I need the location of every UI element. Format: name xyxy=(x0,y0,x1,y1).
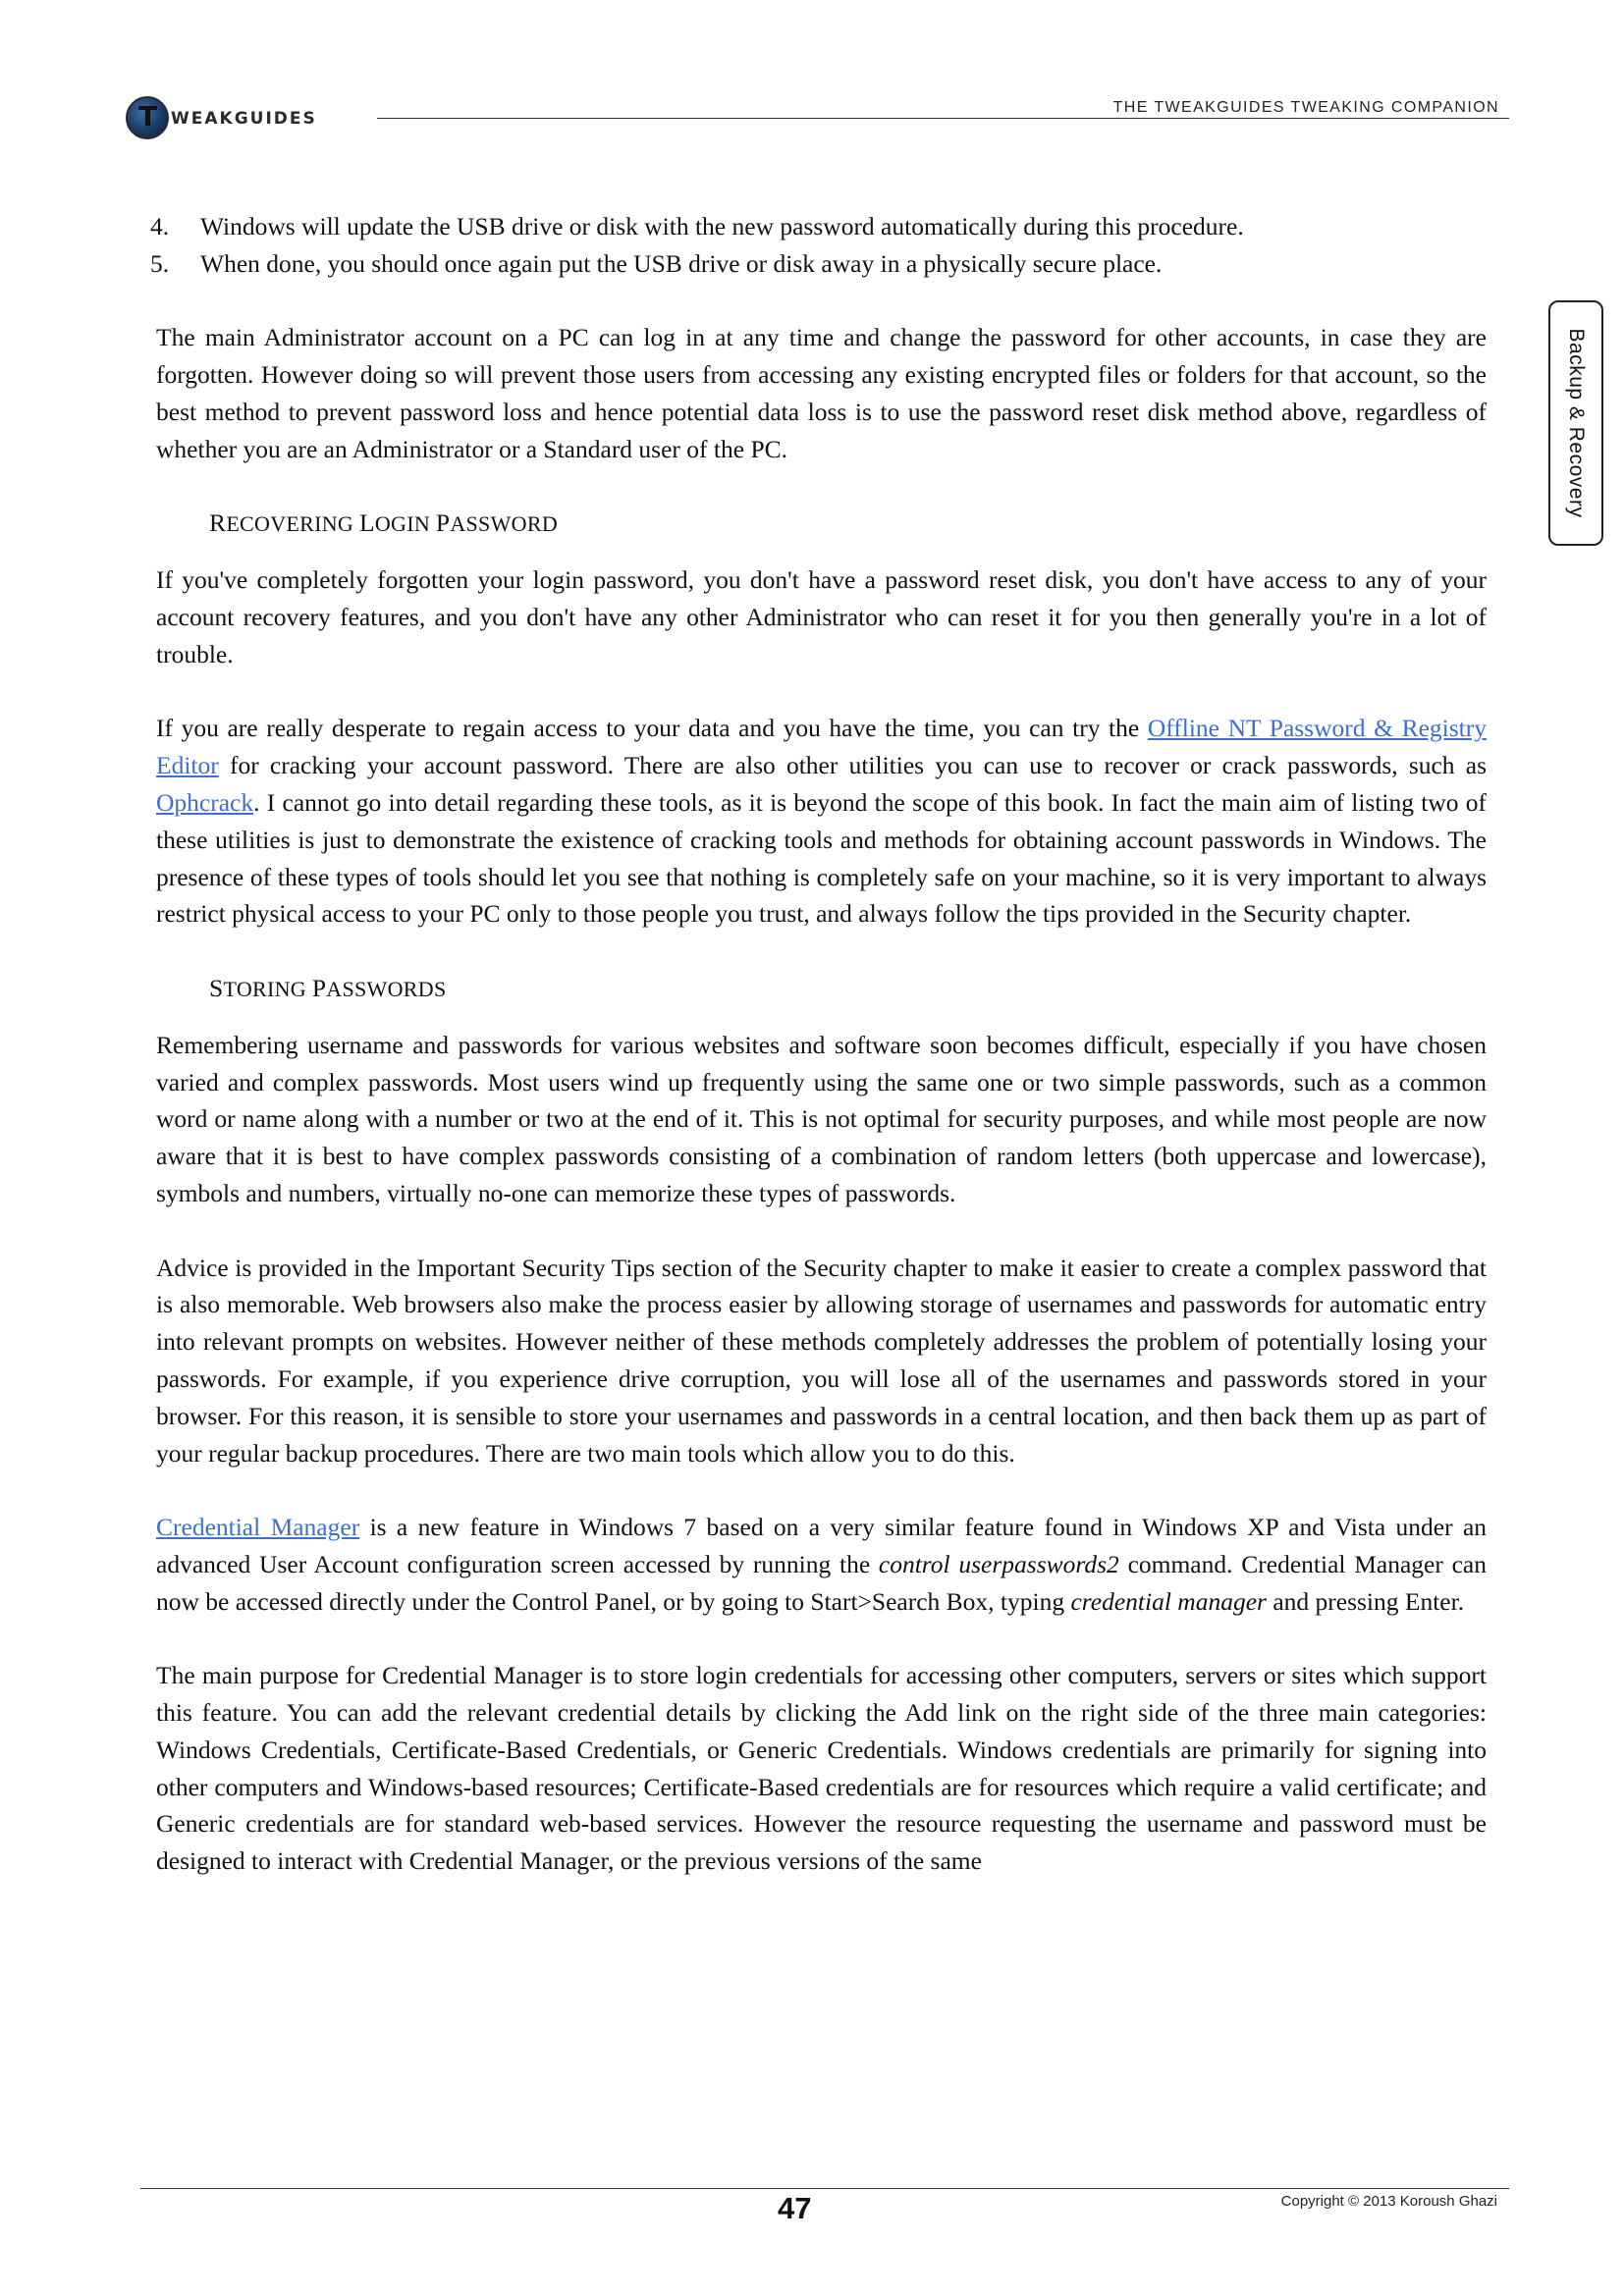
header-rule xyxy=(377,118,1509,119)
running-header-title: THE TWEAKGUIDES TWEAKING COMPANION xyxy=(1112,99,1499,116)
page-number: 47 xyxy=(778,2191,812,2225)
paragraph-admin: The main Administrator account on a PC can log in at any time and change the password for other accounts, in case they are forgotten. However doing so will prevent those users from accessing any existing encrypted files or folders for that account, so the best method to prevent password loss and hence potential data loss is to use the password reset disk method above, regardless of whether you are an Administrator or a Standard user of the PC. xyxy=(156,323,1487,463)
paragraph-desperate: If you are really desperate to regain access to your data and you have the time, you can try the Offline NT Password & Registry Editor for cracking your account password. There are also other utilities you can use to recover or crack passwords, such as Ophcrack. I cannot go into detail regarding these tools, as it is beyond the scope of this book. In fact the main aim of listing two of these utilities is just to demonstrate the existence of cracking tools and methods for obtaining account passwords in Windows. The presence of these types of tools should let you see that nothing is completely safe on your machine, so it is very important to always restrict physical access to your PC only to those people you trust, and always follow the tips provided in the Security chapter. xyxy=(156,714,1487,929)
list-item: 5. When done, you should once again put the USB drive or disk away in a physically secure place. xyxy=(150,248,1163,278)
chapter-side-tab-label: Backup & Recovery xyxy=(1565,328,1588,518)
heading-recovering-login-password: RECOVERING LOGIN PASSWORD xyxy=(209,508,559,538)
logo-letter: T xyxy=(138,100,158,133)
list-item: 4. Windows will update the USB drive or disk with the new password automatically during this procedure. xyxy=(150,212,1244,240)
ophcrack-link[interactable]: Ophcrack xyxy=(156,787,254,817)
page-content xyxy=(150,208,1488,1917)
tweakguides-logo xyxy=(126,96,361,143)
offline-nt-password-link[interactable]: Offline NT Password & Registry Editor xyxy=(156,714,1487,780)
numbered-list xyxy=(150,208,1487,283)
heading-storing-passwords: STORING PASSWORDS xyxy=(209,973,447,1002)
footer-rule xyxy=(140,2188,1509,2189)
logo-text: WEAKGUIDES xyxy=(171,109,317,129)
credential-manager-link[interactable]: Credential Manager xyxy=(156,1513,360,1542)
chapter-side-tab xyxy=(1548,300,1603,546)
paragraph-remembering: Remembering username and passwords for various websites and software soon becomes difficult, especially if you have chosen varied and complex passwords. Most users wind up frequently using the same one or two simple passwords, such as a common word or name along with a number or two at the end of it. This is not optimal for security purposes, and while most people are now aware that it is best to have complex passwords consisting of a combination of random letters (both uppercase and lowercase), symbols and numbers, virtually no-one can memorize these types of passwords. xyxy=(156,1030,1487,1207)
copyright-notice: Copyright © 2013 Koroush Ghazi xyxy=(1280,2193,1497,2210)
paragraph-purpose: The main purpose for Credential Manager is to store login credentials for accessing other computers, servers or sites which support this feature. You can add the relevant credential details by clicking the Add link on the right side of the three main categories: Windows Credentials, Certificate-Based Credentials, or Generic Credentials. Windows credentials are primarily for signing into other computers and Windows-based resources; Certificate-Based credentials are for resources which require a valid certificate; and Generic credentials are for standard web-based services. However the resource requesting the username and password must be designed to interact with Credential Manager, or the previous versions of the same xyxy=(156,1661,1487,1876)
paragraph-advice: Advice is provided in the Important Security Tips section of the Security chapter to make it easier to create a complex password that is also memorable. Web browsers also make the process easier by allowing storage of usernames and passwords for automatic entry into relevant prompts on websites. However neither of these methods completely addresses the problem of potentially losing your passwords. For example, if you experience drive corruption, you will lose all of the usernames and passwords stored in your browser. For this reason, it is sensible to store your usernames and passwords in a central location, and then back them up as part of your regular backup procedures. There are two main tools which allow you to do this. xyxy=(156,1253,1487,1468)
paragraph-forgotten: If you've completely forgotten your login password, you don't have a password reset disk, you don't have access to any of your account recovery features, and you don't have any other Administrator who can reset it for you then generally you're in a lot of trouble. xyxy=(156,565,1487,668)
paragraph-credential-manager: Credential Manager is a new feature in Windows 7 based on a very similar feature found in Windows XP and Vista under an advanced User Account configuration screen accessed by running the control userpasswords2 command. Credential Manager can now be accessed directly under the Control Panel, or by going to Start>Search Box, typing credential manager and pressing Enter. xyxy=(156,1513,1488,1616)
